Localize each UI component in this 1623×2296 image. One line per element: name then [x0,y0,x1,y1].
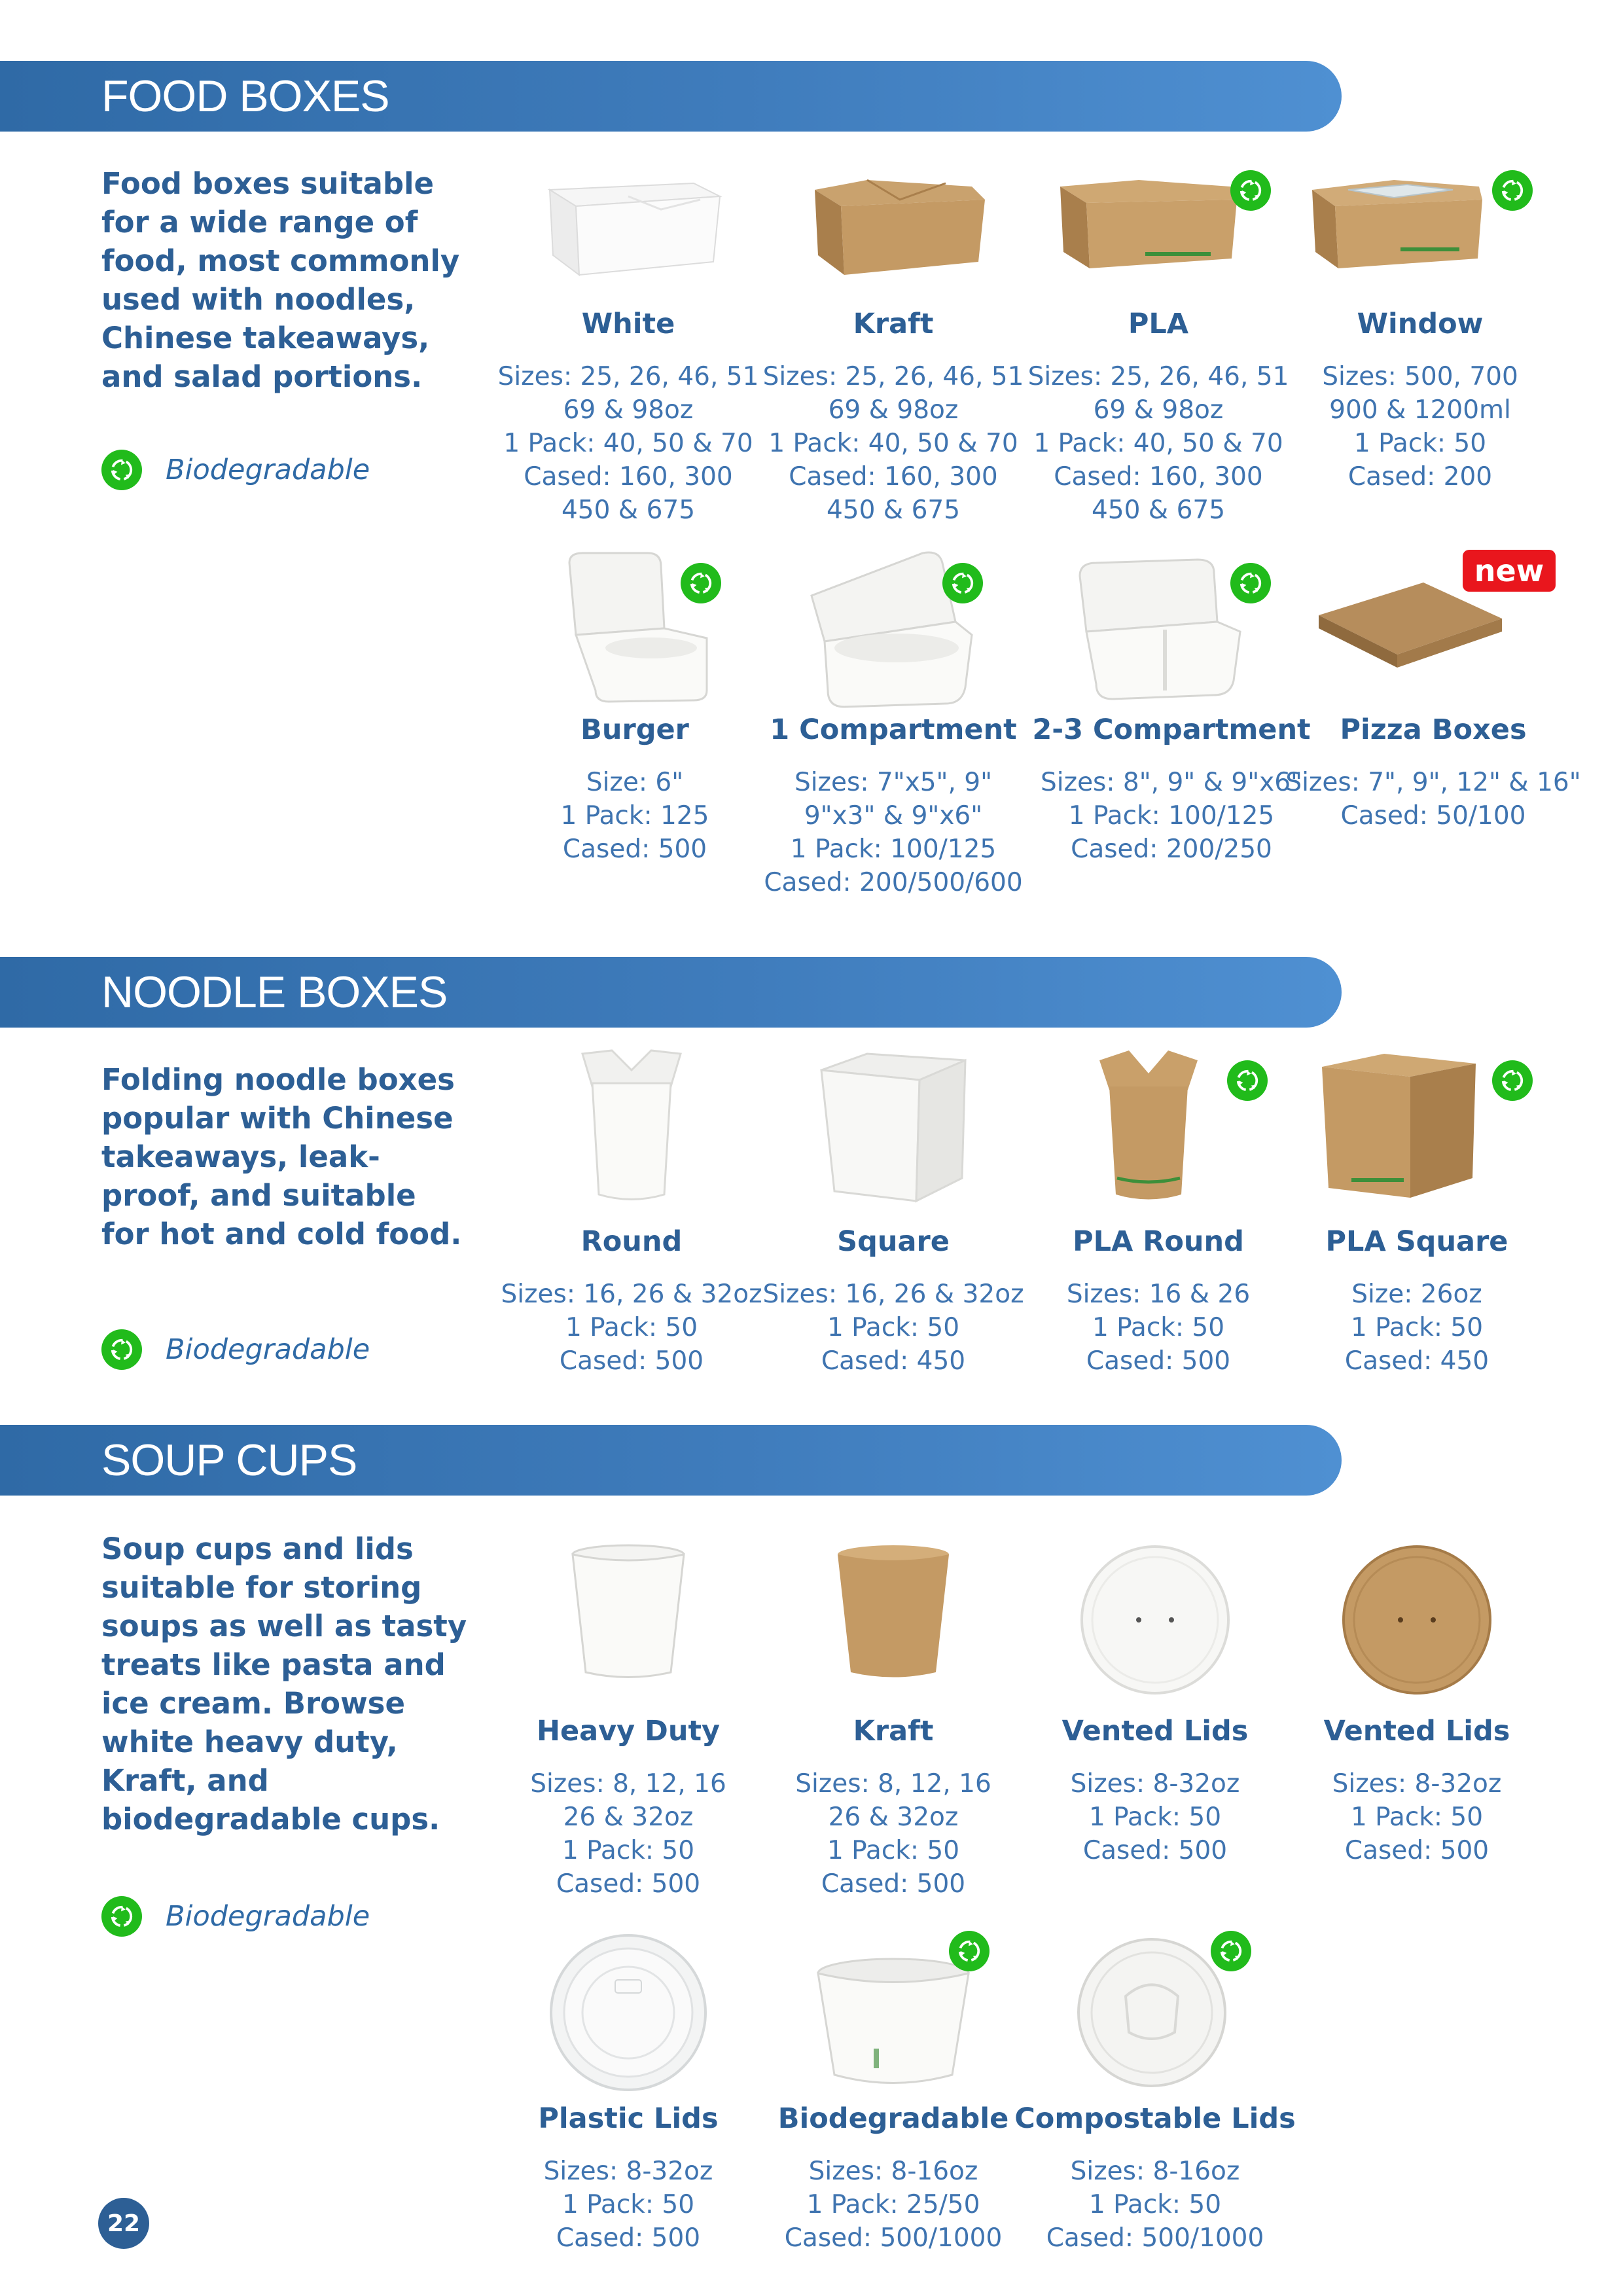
kraft-square-noodle-box-icon [1312,1047,1489,1204]
section-banner-food-boxes [0,61,1342,132]
recycle-leaf-icon [101,450,142,490]
kraft-soup-cup-icon [828,1541,959,1685]
product-name: PLA Round [1073,1225,1244,1258]
biodegradable-label: Biodegradable [166,1333,370,1366]
product-details: Sizes: 16 & 26 1 Pack: 50 Cased: 500 [1066,1280,1251,1376]
section-title: FOOD BOXES [101,71,389,121]
product-details: Sizes: 8", 9" & 9"x6" 1 Pack: 100/125 Cased: 200/250 [1041,768,1302,864]
kraft-vented-lid-icon [1338,1541,1495,1698]
white-takeaway-box-icon [530,170,726,281]
recycle-leaf-icon [1230,170,1271,211]
product-name: Biodegradable [777,2102,1009,2135]
two-compartment-clamshell-icon [1067,550,1250,707]
pizza-box-icon [1312,576,1508,707]
product-name: White [581,308,675,340]
product-name: Kraft [853,1715,934,1748]
product-details: Size: 26oz 1 Pack: 50 Cased: 450 [1344,1280,1489,1376]
product-details: Sizes: 25, 26, 46, 51 69 & 98oz 1 Pack: 40, 50 & 70 Cased: 160, 300 450 & 675 [1027,362,1289,525]
product-name: Pizza Boxes [1340,713,1527,746]
page-number: 22 [98,2198,149,2249]
product-name: Burger [580,713,689,746]
recycle-leaf-icon [1230,563,1271,603]
white-vented-lid-icon [1077,1541,1234,1698]
product-details: Sizes: 16, 26 & 32oz 1 Pack: 50 Cased: 450 [762,1280,1024,1376]
section-banner-soup-cups [0,1425,1342,1496]
product-name: 2-3 Compartment [1032,713,1311,746]
product-details: Sizes: 500, 700 900 & 1200ml 1 Pack: 50 Cased: 200 [1322,362,1518,492]
product-name: PLA [1128,308,1189,340]
product-name: Vented Lids [1061,1715,1249,1748]
section-intro: Food boxes suitable for a wide range of food, most commonly used with noodles, Chinese takeaways, and salad portions. [101,166,460,394]
recycle-leaf-icon [942,563,983,603]
product-details: Sizes: 8-32oz 1 Pack: 50 Cased: 500 [1070,1769,1240,1865]
kraft-takeaway-box-icon [795,170,991,281]
product-details: Sizes: 16, 26 & 32oz 1 Pack: 50 Cased: 500 [501,1280,762,1376]
product-details: Sizes: 7"x5", 9" 9"x3" & 9"x6" 1 Pack: 100/125 Cased: 200/500/600 [764,768,1023,897]
product-details: Sizes: 8-32oz 1 Pack: 50 Cased: 500 [1332,1769,1502,1865]
product-details: Sizes: 8-16oz 1 Pack: 50 Cased: 500/1000 [1046,2157,1264,2253]
biodegradable-label: Biodegradable [166,1900,370,1933]
product-name: Round [580,1225,683,1258]
product-name: Heavy Duty [536,1715,721,1748]
product-details: Sizes: 8-16oz 1 Pack: 25/50 Cased: 500/1000 [784,2157,1003,2253]
product-details: Sizes: 7", 9", 12" & 16" Cased: 50/100 [1285,768,1581,831]
product-details: Sizes: 8, 12, 16 26 & 32oz 1 Pack: 50 Cased: 500 [530,1769,726,1899]
biodegradable-label: Biodegradable [166,454,370,486]
recycle-leaf-icon [101,1329,142,1370]
product-name: Kraft [853,308,934,340]
section-intro: Folding noodle boxes popular with Chinese takeaways, leak-proof, and suitable for hot and cold food. [101,1062,462,1251]
window-takeaway-box-icon [1302,170,1492,281]
product-details: Sizes: 8-32oz 1 Pack: 50 Cased: 500 [543,2157,713,2253]
pla-takeaway-box-icon [1047,170,1243,281]
recycle-leaf-icon [1211,1931,1251,1971]
biodegradable-key [101,447,370,493]
product-details: Sizes: 25, 26, 46, 51 69 & 98oz 1 Pack: 40, 50 & 70 Cased: 160, 300 450 & 675 [497,362,759,525]
product-name: PLA Square [1325,1225,1508,1258]
white-soup-cup-icon [563,1541,694,1685]
product-name: Compostable Lids [1014,2102,1296,2135]
section-intro: Soup cups and lids suitable for storing soups as well as tasty treats like pasta and ice cream. Browse white heavy duty, Kraft, and biodegradable cups. [101,1532,467,1837]
biodegradable-key [101,1327,370,1372]
recycle-leaf-icon [101,1896,142,1937]
product-name: 1 Compartment [770,713,1017,746]
section-banner-noodle-boxes [0,957,1342,1028]
section-title: SOUP CUPS [101,1435,357,1485]
clear-plastic-lid-icon [546,1931,710,2094]
recycle-leaf-icon [949,1931,990,1971]
white-square-noodle-box-icon [808,1047,978,1204]
compostable-lid-icon [1073,1934,1230,2091]
recycle-leaf-icon [1227,1060,1268,1101]
product-details: Sizes: 8, 12, 16 26 & 32oz 1 Pack: 50 Cased: 500 [795,1769,991,1899]
white-bowl-icon [808,1950,978,2094]
product-details: Sizes: 25, 26, 46, 51 69 & 98oz 1 Pack: 40, 50 & 70 Cased: 160, 300 450 & 675 [762,362,1024,525]
kraft-round-noodle-box-icon [1090,1047,1207,1204]
product-name: Plastic Lids [538,2102,719,2135]
section-title: NOODLE BOXES [101,967,448,1017]
recycle-leaf-icon [1492,1060,1533,1101]
white-round-noodle-box-icon [573,1047,690,1204]
recycle-leaf-icon [1492,170,1533,211]
new-badge: new [1463,550,1556,592]
recycle-leaf-icon [681,563,721,603]
product-name: Window [1357,308,1484,340]
product-name: Square [837,1225,950,1258]
product-details: Size: 6" 1 Pack: 125 Cased: 500 [560,768,709,864]
biodegradable-key [101,1893,370,1939]
product-name: Vented Lids [1323,1715,1510,1748]
